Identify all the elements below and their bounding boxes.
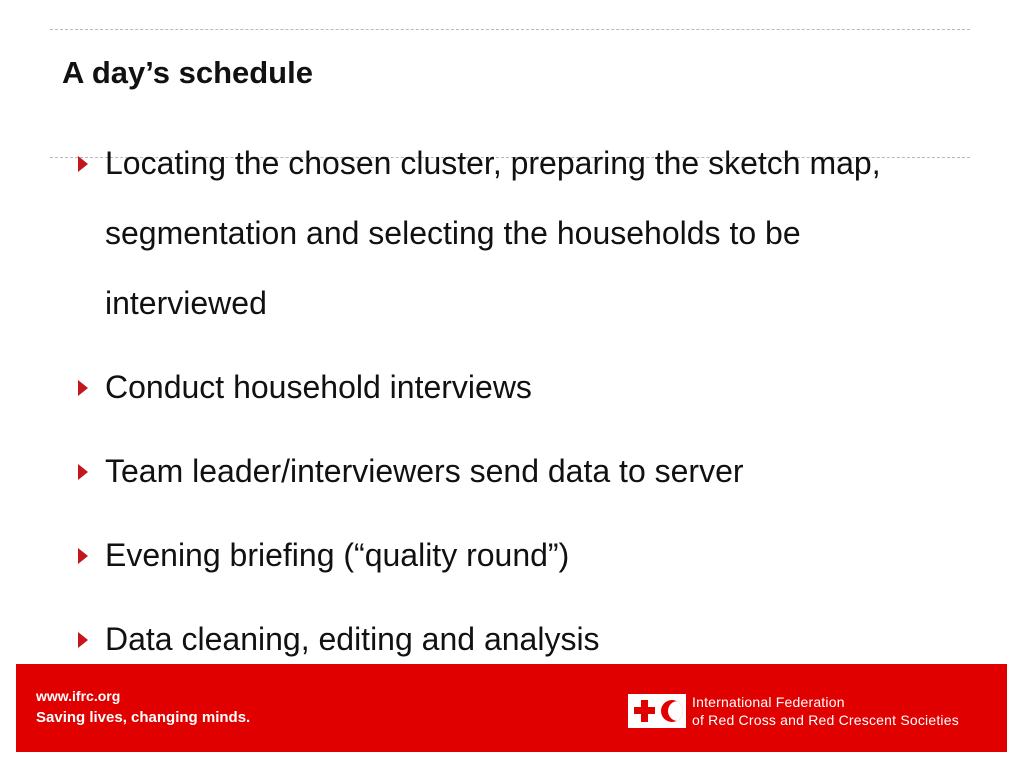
red-crescent-icon bbox=[661, 700, 683, 722]
bullet-item bbox=[78, 128, 958, 338]
slide-title: A day’s schedule bbox=[62, 55, 313, 90]
red-cross-red-crescent-emblem-icon bbox=[628, 694, 686, 728]
bullet-arrow-icon bbox=[78, 548, 88, 564]
bullet-item bbox=[78, 352, 958, 422]
bullet-arrow-icon bbox=[78, 464, 88, 480]
top-dashed-divider bbox=[50, 29, 970, 30]
org-name-line-2: of Red Cross and Red Crescent Societies bbox=[692, 712, 959, 728]
bullet-text: Data cleaning, editing and analysis bbox=[105, 621, 600, 657]
footer-slogan: Saving lives, changing minds. bbox=[36, 709, 251, 726]
bullet-text: Evening briefing (“quality round”) bbox=[105, 537, 570, 573]
bullet-arrow-icon bbox=[78, 380, 88, 396]
org-name-line-1: International Federation bbox=[692, 694, 845, 710]
bullet-text: Locating the chosen cluster, preparing the sketch map, segmentation and selecting the households to be interviewed bbox=[105, 145, 881, 321]
bullet-arrow-icon bbox=[78, 632, 88, 648]
bullet-text: Conduct household interviews bbox=[105, 369, 532, 405]
bullet-arrow-icon bbox=[78, 156, 88, 172]
crescent-cutout bbox=[668, 701, 683, 721]
bullet-list bbox=[78, 128, 958, 674]
bullet-item bbox=[78, 436, 958, 506]
footer-url-link[interactable]: www.ifrc.org bbox=[36, 688, 121, 704]
footer-banner bbox=[16, 664, 1007, 752]
bullet-text: Team leader/interviewers send data to server bbox=[105, 453, 744, 489]
bullet-item bbox=[78, 520, 958, 590]
red-cross-horizontal-bar bbox=[634, 707, 655, 714]
